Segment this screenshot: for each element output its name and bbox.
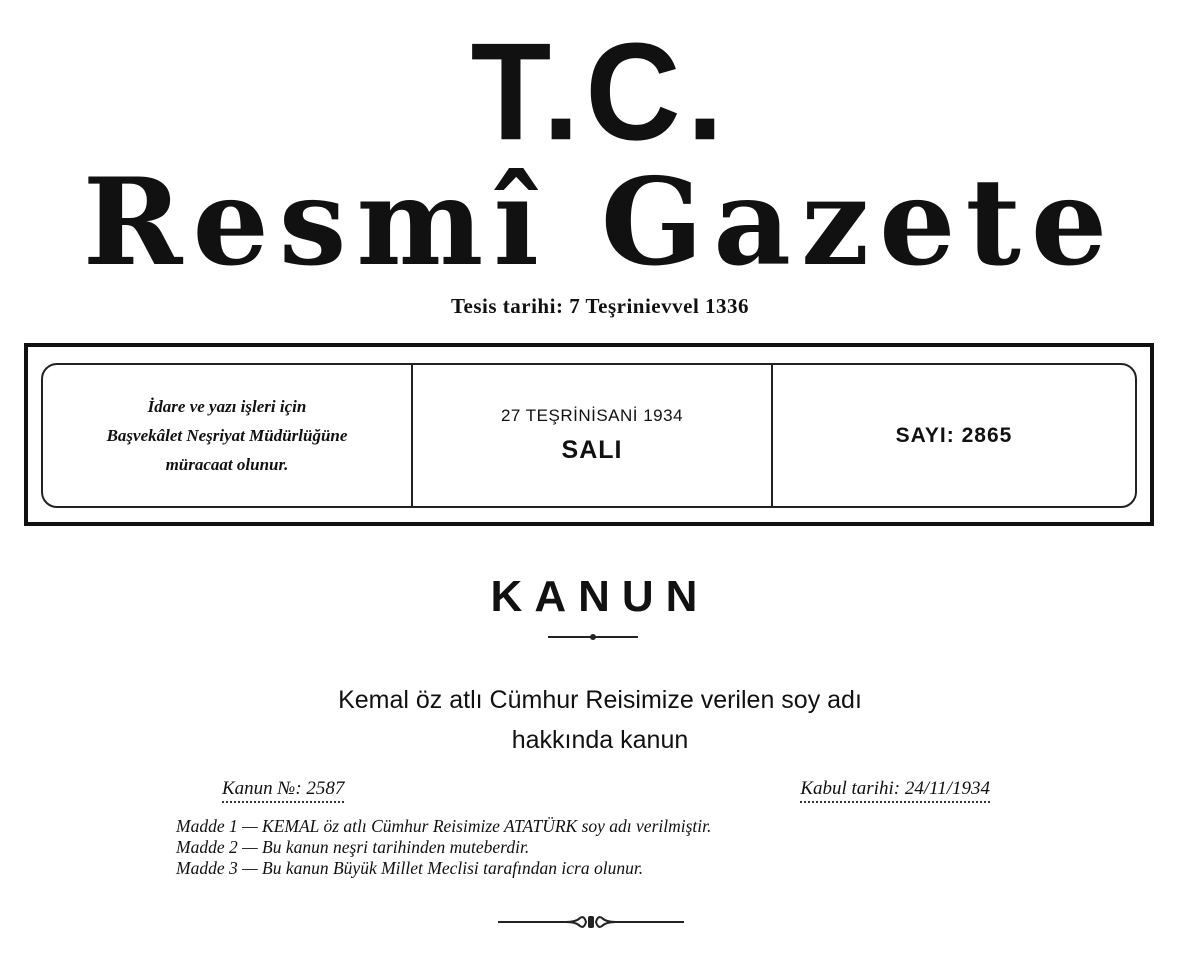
law-title bbox=[0, 680, 1200, 760]
scroll-divider-icon bbox=[496, 912, 686, 932]
section-divider bbox=[548, 636, 638, 638]
law-title-line-1: Kemal öz atlı Cümhur Reisimize verilen soy adı bbox=[338, 686, 862, 714]
header-box bbox=[24, 343, 1154, 526]
notice-line-1: İdare ve yazı işleri için bbox=[147, 397, 307, 416]
issue-cell bbox=[773, 365, 1135, 506]
notice-line-3: müracaat olunur. bbox=[165, 455, 289, 474]
issue-date: 27 TEŞRİNİSANİ 1934 bbox=[500, 406, 684, 425]
law-meta bbox=[222, 778, 990, 803]
notice-cell bbox=[43, 365, 413, 506]
date-cell bbox=[413, 365, 773, 506]
masthead-name: Resmî Gazete bbox=[82, 152, 1118, 293]
issue-day: SALI bbox=[561, 436, 623, 464]
issue-number: SAYI: 2865 bbox=[895, 423, 1013, 447]
article-row: Madde 2 — Bu kanun neşri tarihinden muteberdir. bbox=[176, 837, 530, 857]
law-articles bbox=[176, 816, 1076, 879]
article-row: Madde 1 — KEMAL öz atlı Cümhur Reisimize ATATÜRK soy adı verilmiştir. bbox=[176, 816, 712, 836]
masthead-tc: T.C. bbox=[470, 14, 730, 169]
section-title: KANUN bbox=[490, 572, 710, 621]
law-number: Kanun №: 2587 bbox=[222, 778, 344, 803]
notice-line-2: Başvekâlet Neşriyat Müdürlüğüne bbox=[106, 426, 348, 445]
law-accepted-date: Kabul tarihi: 24/11/1934 bbox=[800, 778, 990, 803]
founding-date: Tesis tarihi: 7 Teşrinievvel 1336 bbox=[450, 294, 750, 318]
header-inner-frame bbox=[41, 363, 1137, 508]
article-row: Madde 3 — Bu kanun Büyük Millet Meclisi tarafından icra olunur. bbox=[176, 858, 644, 878]
law-title-line-2: hakkında kanun bbox=[511, 726, 689, 754]
